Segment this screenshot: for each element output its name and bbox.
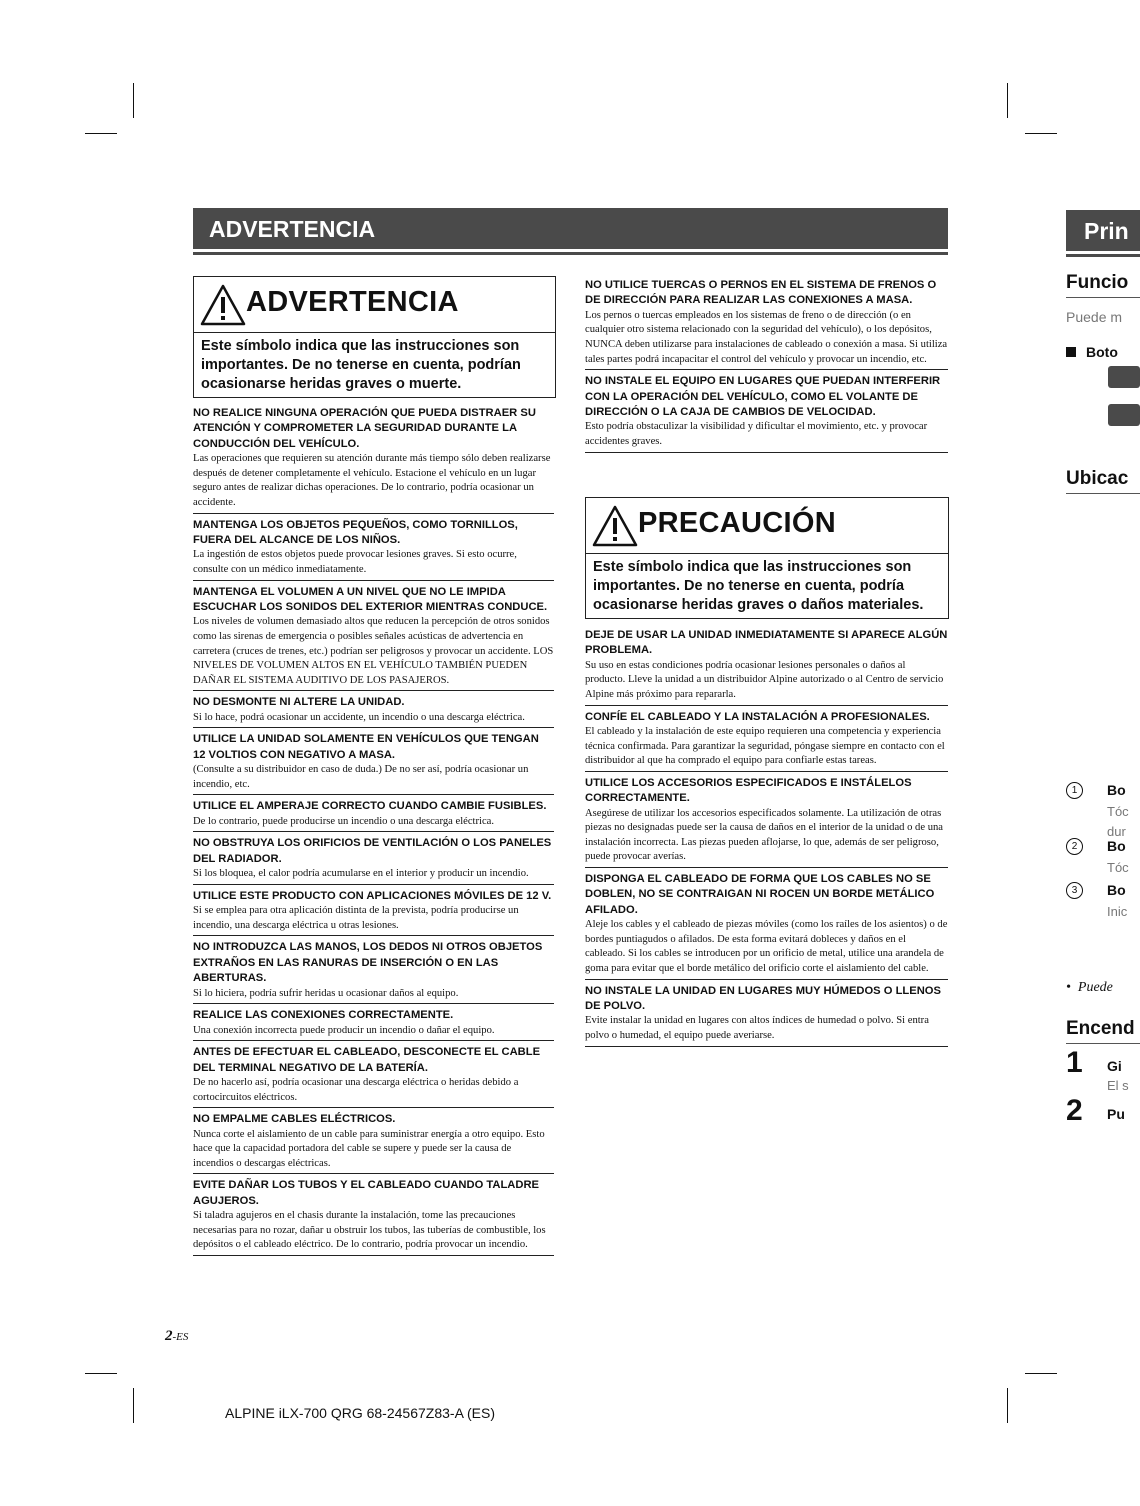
safety-item-heading: NO DESMONTE NI ALTERE LA UNIDAD. <box>193 696 405 709</box>
step-number: 1 <box>1066 1046 1083 1079</box>
right-column-top <box>585 278 948 457</box>
safety-item <box>585 710 948 772</box>
safety-item <box>193 695 554 728</box>
safety-item-text: Su uso en estas condiciones podría ocasionar lesiones personales o daños al producto. Lleve la unidad a un distribuidor Alpine autorizado o al Centro de servicio Alpine más próximo para repararla. <box>585 659 944 700</box>
safety-item <box>193 1112 554 1174</box>
right-column-bottom <box>585 628 948 1051</box>
safety-item <box>585 628 948 706</box>
item-label: Bo <box>1107 782 1126 798</box>
page-number-suffix: -ES <box>172 1331 189 1343</box>
crop-mark <box>85 133 117 134</box>
crop-mark <box>1007 1388 1008 1423</box>
next-page-section-1: Funcio <box>1066 272 1129 293</box>
safety-item-text: Nunca corte el aislamiento de un cable para suministrar energía a otro equipo. Esto hace que la capacidad portadora del cable se supere y puede ser la causa de incendios o descargas eléctricas. <box>193 1128 545 1169</box>
item-description: dur <box>1107 824 1126 839</box>
caution-box-text: Este símbolo indica que las instrucciones son importantes. De no tenerse en cuenta, podría ocasionarse heridas graves o daños materiales. <box>593 559 924 613</box>
warning-box <box>193 276 556 398</box>
next-page-note-text: Puede <box>1077 980 1113 995</box>
safety-item-text: (Consulte a su distribuidor en caso de duda.) De no ser así, podría ocasionar un incendio, etc. <box>193 764 529 790</box>
item-number-circle: 3 <box>1066 882 1083 899</box>
section-header <box>193 208 948 249</box>
safety-item-heading: DEJE DE USAR LA UNIDAD INMEDIATAMENTE SI APARECE ALGÚN PROBLEMA. <box>585 629 948 657</box>
safety-item-text: De lo contrario, puede producirse un incendio o una descarga eléctrica. <box>193 815 495 827</box>
safety-item-heading: UTILICE EL AMPERAJE CORRECTO CUANDO CAMBIE FUSIBLES. <box>193 800 547 813</box>
page-number-value: 2 <box>165 1328 173 1344</box>
safety-item <box>585 278 948 370</box>
safety-item-heading: CONFÍE EL CABLEADO Y LA INSTALACIÓN A PROFESIONALES. <box>585 710 930 723</box>
caution-box <box>585 497 949 619</box>
next-page-section-3-rule <box>1066 1043 1140 1044</box>
warning-box-text: Este símbolo indica que las instrucciones son importantes. De no tenerse en cuenta, podrían ocasionarse heridas graves o muerte. <box>201 338 521 392</box>
item-number-circle: 1 <box>1066 782 1083 799</box>
item-number-circle: 2 <box>1066 838 1083 855</box>
safety-item <box>193 585 554 692</box>
safety-item-text: De no hacerlo así, podría ocasionar una descarga eléctrica o heridas debido a cortocircuitos eléctricos. <box>193 1077 519 1103</box>
item-description: Tóc <box>1107 804 1129 819</box>
crop-mark <box>1025 1373 1057 1374</box>
next-page-steps <box>1066 1046 1140 1136</box>
safety-item-heading: NO OBSTRUYA LOS ORIFICIOS DE VENTILACIÓN O LOS PANELES DEL RADIADOR. <box>193 837 552 865</box>
safety-item-heading: NO INTRODUZCA LAS MANOS, LOS DEDOS NI OTROS OBJETOS EXTRAÑOS EN LAS RANURAS DE INSERCIÓN O EN LAS ABERTURAS. <box>193 941 543 985</box>
safety-item-text: Aleje los cables y el cableado de piezas móviles (como los raíles de los asientos) o de bordes puntiagudos o afilados. De esta forma evitará dobleces y daños en el cableado. Si los cables se introducen por un orificio de metal, utilice una arandela de goma para evitar que el borde metálico del orificio corte el aislamiento del cable. <box>585 919 948 974</box>
next-page-header <box>1066 210 1140 251</box>
safety-item-heading: MANTENGA LOS OBJETOS PEQUEÑOS, COMO TORNILLOS, FUERA DEL ALCANCE DE LOS NIÑOS. <box>193 518 518 546</box>
next-page-button-image <box>1108 404 1140 426</box>
safety-item-text: Los pernos o tuercas empleados en los sistemas de freno o de dirección (o en cualquier otro sistema relacionado con la seguridad del vehículo), o los depósitos, NUNCA deben utilizarse para instalaciones de cableado o conexión a masa. Si utiliza tales partes podrá incapacitar el control del vehículo y provocar un incendio, etc. <box>585 309 948 365</box>
crop-mark <box>1007 83 1008 118</box>
safety-item <box>585 984 948 1047</box>
safety-item-heading: NO EMPALME CABLES ELÉCTRICOS. <box>193 1113 396 1126</box>
footer-text: ALPINE iLX-700 QRG 68-24567Z83-A (ES) <box>225 1405 496 1421</box>
item-label: Bo <box>1107 838 1126 854</box>
step-label: Pu <box>1107 1106 1125 1122</box>
next-page-section-2: Ubicac <box>1066 468 1129 489</box>
safety-item <box>193 1178 554 1256</box>
safety-item-text: Si lo hiciera, podría sufrir heridas u ocasionar daños al equipo. <box>193 987 459 999</box>
safety-item-text: Una conexión incorrecta puede producir un incendio o dañar el equipo. <box>193 1024 495 1036</box>
safety-item <box>193 799 554 832</box>
safety-item-text: Evite instalar la unidad en lugares con altos índices de humedad o polvo. Si entra polvo o humedad, el equipo puede averiarse. <box>585 1015 929 1041</box>
safety-item <box>193 1045 554 1108</box>
safety-item-heading: UTILICE LA UNIDAD SOLAMENTE EN VEHÍCULOS QUE TENGAN 12 VOLTIOS CON NEGATIVO A MASA. <box>193 733 539 761</box>
next-page-line-1: Puede m <box>1066 309 1123 325</box>
crop-mark <box>133 1388 134 1423</box>
safety-item <box>193 889 554 937</box>
warning-box-title: ADVERTENCIA <box>246 286 459 318</box>
safety-item-heading: NO INSTALE LA UNIDAD EN LUGARES MUY HÚMEDOS O LLENOS DE POLVO. <box>585 984 941 1012</box>
step-description: El s <box>1107 1078 1129 1093</box>
safety-item-text: Asegúrese de utilizar los accesorios especificados solamente. La utilización de otras piezas no designadas puede ser la causa de daños en el interior de la unidad o de una instalación incorrecta. Las piezas pueden aflojarse, lo que, además de ser peligroso, puede provocar averías. <box>585 807 943 863</box>
next-page-bullet-label: Boto <box>1086 344 1118 360</box>
square-bullet-icon <box>1066 347 1076 357</box>
safety-item <box>585 872 948 980</box>
crop-mark <box>133 83 134 118</box>
safety-item-text: Si se emplea para otra aplicación distinta de la prevista, podría producirse un incendio, una descarga eléctrica u otras lesiones. <box>193 905 519 931</box>
safety-item-heading: NO UTILICE TUERCAS O PERNOS EN EL SISTEMA DE FRENOS O DE DIRECCIÓN PARA REALIZAR LAS CONEXIONES A MASA. <box>585 279 937 307</box>
safety-item-text: La ingestión de estos objetos puede provocar lesiones graves. Si esto ocurre, consulte con un médico inmediatamente. <box>193 549 517 575</box>
section-title: ADVERTENCIA <box>209 216 376 242</box>
crop-mark <box>1025 133 1057 134</box>
caution-triangle-icon <box>592 504 638 548</box>
item-label: Bo <box>1107 882 1126 898</box>
item-description: Inic <box>1107 904 1128 919</box>
safety-item-heading: NO REALICE NINGUNA OPERACIÓN QUE PUEDA DISTRAER SU ATENCIÓN Y COMPROMETER LA SEGURIDAD DURANTE LA CONDUCCIÓN DEL VEHÍCULO. <box>193 407 536 450</box>
safety-item-heading: REALICE LAS CONEXIONES CORRECTAMENTE. <box>193 1009 454 1022</box>
safety-item <box>585 776 948 868</box>
safety-item-heading: EVITE DAÑAR LOS TUBOS Y EL CABLEADO CUANDO TALADRE AGUJEROS. <box>193 1179 540 1207</box>
safety-item-text: Si taladra agujeros en el chasis durante la instalación, tome las precauciones necesarias para no rozar, dañar u obstruir los tubos, las tuberías de combustible, los depósitos o el cableado eléctrico. De lo contrario, podría provocar un incendio. <box>193 1210 546 1251</box>
safety-item-text: Si los bloquea, el calor podría acumularse en el interior y producir un incendio. <box>193 868 529 880</box>
next-page-button-image <box>1108 366 1140 388</box>
next-page-title: Prin <box>1084 218 1129 244</box>
step-number: 2 <box>1066 1094 1083 1127</box>
next-page-items <box>1066 780 1140 940</box>
page-number <box>165 1328 188 1345</box>
next-page-section-1-rule <box>1066 297 1140 298</box>
safety-item <box>193 1008 554 1041</box>
item-description: Tóc <box>1107 860 1129 875</box>
safety-item-text: Si lo hace, podrá ocasionar un accidente, un incendio o una descarga eléctrica. <box>193 711 525 723</box>
safety-item-heading: UTILICE LOS ACCESORIOS ESPECIFICADOS E INSTÁLELOS CORRECTAMENTE. <box>585 776 912 805</box>
safety-item-text: El cableado y la instalación de este equipo requieren una competencia y experiencia técnica confirmada. Para garantizar la seguridad, póngase siempre en contacto con el distribuidor al que ha comprado el equipo para confiarle estas tareas. <box>585 726 945 767</box>
step-label: Gi <box>1107 1058 1122 1074</box>
safety-item-heading: ANTES DE EFECTUAR EL CABLEADO, DESCONECTE EL CABLE DEL TERMINAL NEGATIVO DE LA BATERÍA. <box>193 1046 541 1074</box>
next-page-bullet <box>1066 344 1140 360</box>
safety-item <box>193 406 554 514</box>
safety-item-heading: MANTENGA EL VOLUMEN A UN NIVEL QUE NO LE IMPIDA ESCUCHAR LOS SONIDOS DEL EXTERIOR MIENTRAS CONDUCE. <box>193 585 548 613</box>
warning-triangle-icon <box>200 283 246 327</box>
next-page-section-2-rule <box>1066 493 1140 494</box>
caution-box-title: PRECAUCIÓN <box>638 507 836 539</box>
header-rule <box>193 252 948 255</box>
next-page-section-3: Encend <box>1066 1018 1135 1039</box>
next-page-note: • Puede <box>1066 980 1113 995</box>
safety-item <box>193 836 554 884</box>
safety-item <box>193 518 554 581</box>
safety-item <box>193 940 554 1004</box>
safety-item <box>585 374 948 452</box>
crop-mark <box>85 1373 117 1374</box>
safety-item-heading: UTILICE ESTE PRODUCTO CON APLICACIONES MÓVILES DE 12 V. <box>193 889 552 902</box>
safety-item-text: Los niveles de volumen demasiado altos que reducen la percepción de otros sonidos como las sirenas de emergencia o posibles señales acústicas de advertencia en carretera (cruces de trenes, etc.) podrían ser peligrosos y provocar un accidente. LOS NIVELES DE VOLUMEN ALTOS EN EL VEHÍCULO TAMBIÉN PUEDEN DAÑAR EL SISTEMA AUDITIVO DE LOS PASAJEROS. <box>193 616 554 686</box>
safety-item-heading: DISPONGA EL CABLEADO DE FORMA QUE LOS CABLES NO SE DOBLEN, NO SE CONTRAIGAN NI ROCEN UN BORDE METÁLICO AFILADO. <box>585 872 935 916</box>
safety-item-text: Esto podría obstaculizar la visibilidad y dificultar el movimiento, etc. y provocar accidentes graves. <box>585 421 928 447</box>
safety-item <box>193 732 554 795</box>
next-page-header-rule <box>1066 254 1140 257</box>
left-column <box>193 406 554 1260</box>
safety-item-heading: NO INSTALE EL EQUIPO EN LUGARES QUE PUEDAN INTERFERIR CON LA OPERACIÓN DEL VEHÍCULO, COMO EL VOLANTE DE DIRECCIÓN O LA CAJA DE CAMBIOS DE VELOCIDAD. <box>585 375 941 418</box>
safety-item-text: Las operaciones que requieren su atención durante más tiempo sólo deben realizarse después de detener completamente el vehículo. Estacione el vehículo en un lugar seguro antes de realizar dichas operaciones. De lo contrario, podría ocasionar un accidente. <box>193 453 551 508</box>
